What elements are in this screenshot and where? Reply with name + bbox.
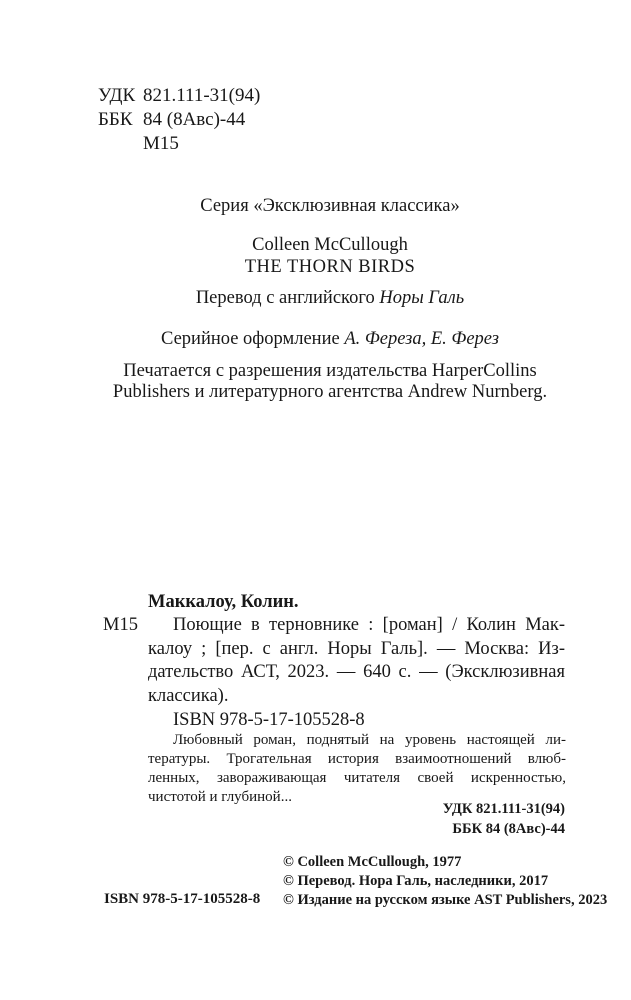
bottom-isbn: ISBN 978-5-17-105528-8 — [104, 891, 261, 907]
bbk-value: 84 (8Авс)-44 — [143, 109, 246, 130]
annotation — [148, 731, 566, 807]
author-code: М15 — [143, 133, 179, 154]
series-line: Серия «Эксклюзивная классика» — [200, 196, 460, 216]
designer-names: А. Фереза, Е. Ферез — [344, 329, 499, 349]
card-line: дательство АСТ, 2023. — 640 с. — (Эксклюзивная — [148, 662, 565, 682]
annotation-line: ленных, завораживающая читателя своей искренностью, — [148, 770, 566, 786]
permission-line-1: Печатается с разрешения издательства HarperCollins — [123, 361, 537, 381]
bottom-udk: УДК 821.111-31(94) — [442, 801, 565, 817]
card-line: калоу ; [пер. с англ. Норы Галь]. — Москва: Из- — [148, 638, 565, 659]
bbk-line — [98, 108, 260, 132]
card-line: Поющие в терновнике : [роман] / Колин Мак- — [173, 615, 565, 635]
copyright-line-translation: © Перевод. Нора Галь, наследники, 2017 — [283, 873, 549, 889]
copyright-line-author: © Colleen McCullough, 1977 — [283, 854, 462, 870]
design-credit — [90, 329, 570, 350]
permission-notice — [90, 361, 570, 402]
copyright-line-publisher: © Издание на русском языке AST Publishers, 2023 — [283, 892, 608, 908]
book-author: Colleen McCullough — [252, 235, 408, 255]
translation-prefix: Перевод с английского — [195, 288, 380, 308]
card-isbn: ISBN 978-5-17-105528-8 — [173, 709, 365, 730]
permission-line-2: Publishers и литературного агентства Andrew Nurnberg. — [112, 381, 548, 402]
bbk-label: ББК — [98, 109, 133, 130]
book-title: THE THORN BIRDS — [244, 257, 416, 277]
card-line: классика). — [148, 685, 229, 706]
udk-label: УДК — [98, 85, 136, 106]
bottom-classification-codes — [443, 799, 565, 839]
translator-name: Норы Галь — [379, 288, 465, 308]
catalog-card — [103, 590, 565, 732]
bottom-bbk: ББК 84 (8Авс)-44 — [452, 821, 565, 837]
annotation-line: Любовный роман, поднятый на уровень настоящей ли- — [173, 732, 566, 748]
copyright-block — [283, 853, 607, 910]
card-author-code: М15 — [103, 615, 138, 635]
author-code-line — [98, 132, 260, 156]
annotation-line: тературы. Трогательная история взаимоотношений влюб- — [148, 751, 566, 767]
udk-line — [98, 84, 260, 108]
design-prefix: Серийное оформление — [161, 329, 345, 349]
translation-credit — [90, 288, 570, 309]
top-classification-codes — [98, 84, 260, 156]
udk-value: 821.111-31(94) — [143, 85, 261, 106]
annotation-line: чистотой и глубиной... — [148, 789, 292, 805]
card-author-heading: Маккалоу, Колин. — [148, 592, 299, 612]
